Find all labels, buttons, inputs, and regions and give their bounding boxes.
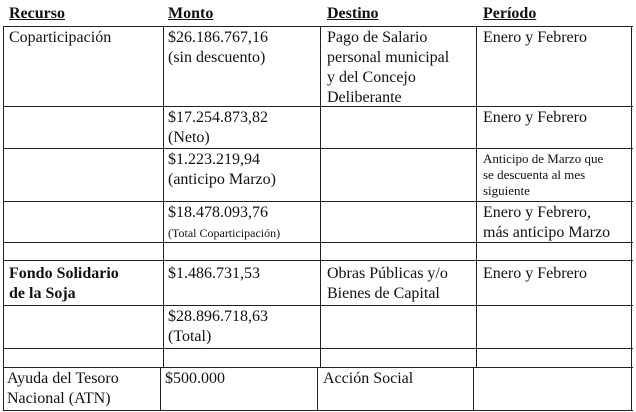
cell-line: de la Soja	[9, 285, 76, 302]
cell-periodo	[483, 108, 587, 128]
cell-line: Ayuda del Tesoro	[7, 370, 119, 387]
header-recurso: Recurso	[9, 5, 65, 22]
cell-line: (Total Coparticipación)	[168, 226, 281, 240]
cell-line: Anticipo de Marzo que	[483, 151, 604, 166]
header-periodo: Período	[483, 5, 537, 22]
cell-line: Acción Social	[323, 370, 414, 387]
column-divider	[631, 26, 632, 411]
cell-line: Obras Públicas y/o	[327, 265, 448, 282]
header-monto: Monto	[168, 5, 214, 22]
cell-destino	[327, 28, 449, 108]
cell-monto	[168, 28, 268, 68]
row-divider	[3, 410, 633, 411]
cell-monto	[168, 150, 276, 190]
cell-line: Fondo Solidario	[9, 265, 119, 282]
column-divider	[476, 26, 477, 367]
row-divider	[3, 26, 633, 27]
cell-destino	[327, 264, 448, 304]
cell-destino	[323, 369, 413, 389]
row-divider	[3, 201, 633, 202]
cell-recurso-coparticipacion	[9, 28, 111, 48]
cell-periodo-note	[483, 151, 603, 199]
header-destino: Destino	[327, 5, 379, 22]
cell-line: Deliberante	[327, 89, 402, 106]
column-divider	[473, 367, 474, 411]
cell-line: $18.478.093,76	[168, 204, 268, 221]
row-divider	[3, 348, 633, 349]
cell-line: $500.000	[165, 370, 225, 387]
cell-line: Coparticipación	[9, 29, 112, 46]
row-divider	[3, 148, 633, 149]
cell-line: $1.223.219,94	[168, 151, 260, 168]
row-divider	[3, 305, 633, 306]
cell-recurso-atn	[7, 369, 119, 409]
cell-line: Enero y Febrero,	[483, 204, 591, 221]
row-divider	[3, 367, 633, 368]
cell-monto	[168, 203, 280, 243]
cell-line: Enero y Febrero	[483, 265, 587, 282]
column-divider	[160, 367, 161, 411]
row-divider	[3, 260, 633, 261]
cell-monto	[165, 369, 225, 389]
cell-line: $28.896.718,63	[168, 308, 268, 325]
cell-line: más anticipo Marzo	[483, 224, 611, 241]
cell-line: (anticipo Marzo)	[168, 171, 276, 188]
cell-line: (sin descuento)	[168, 49, 266, 66]
cell-line: personal municipal	[327, 49, 450, 66]
cell-line: siguiente	[483, 183, 530, 198]
cell-line: y del Concejo	[327, 69, 416, 86]
cell-line: Enero y Febrero	[483, 109, 587, 126]
column-divider	[317, 367, 318, 411]
cell-monto-total	[168, 307, 268, 347]
cell-periodo	[483, 28, 587, 48]
cell-line: Enero y Febrero	[483, 29, 587, 46]
cell-recurso-fondo-soja	[9, 264, 119, 304]
cell-line: (Neto)	[168, 129, 210, 146]
cell-periodo	[483, 264, 587, 284]
cell-line: (Total)	[168, 328, 212, 345]
cell-line: Pago de Salario	[327, 29, 428, 46]
cell-monto	[168, 108, 268, 148]
cell-line: Nacional (ATN)	[7, 390, 111, 407]
column-divider	[163, 26, 164, 367]
column-divider	[320, 26, 321, 367]
cell-monto	[168, 264, 260, 284]
cell-line: $26.186.767,16	[168, 29, 268, 46]
row-divider	[3, 106, 633, 107]
column-divider	[3, 26, 4, 411]
cell-periodo	[483, 203, 610, 243]
cell-line: $1.486.731,53	[168, 265, 260, 282]
cell-line: se descuenta al mes	[483, 167, 586, 182]
cell-line: Bienes de Capital	[327, 285, 440, 302]
cell-line: $17.254.873,82	[168, 109, 268, 126]
